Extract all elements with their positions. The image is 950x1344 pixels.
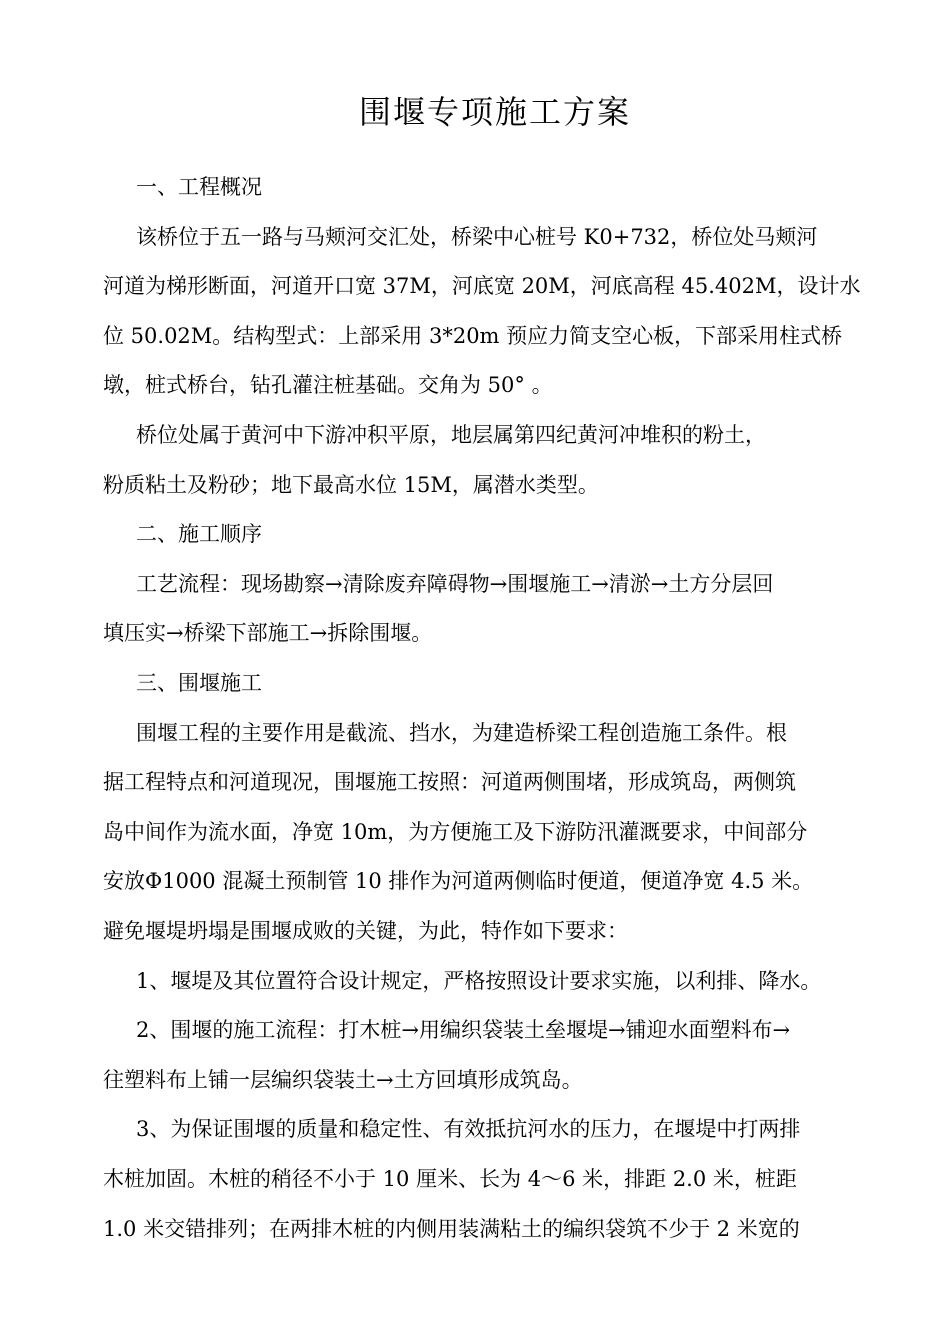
- document-title: 围堰专项施工方案: [358, 93, 631, 131]
- paragraph-line: 避免堰堤坍塌是围堰成败的关键，为此，特作如下要求：: [103, 919, 628, 943]
- section-heading-sequence: 二、施工顺序: [136, 522, 262, 546]
- requirement-item: 2、围堰的施工流程：打木桩→用编织袋装土垒堰堤→铺迎水面塑料布→: [136, 1018, 791, 1042]
- paragraph-line: 墩，桩式桥台，钻孔灌注桩基础。交角为 50° 。: [103, 373, 553, 397]
- paragraph-line: 位 50.02M。结构型式：上部采用 3*20m 预应力简支空心板，下部采用柱式桥: [103, 324, 843, 348]
- paragraph-line: 工艺流程：现场勘察→清除废弃障碍物→围堰施工→清淤→土方分层回: [136, 572, 774, 596]
- requirement-item: 1、堰堤及其位置符合设计规定，严格按照设计要求实施，以利排、降水。: [136, 969, 822, 993]
- paragraph-line: 安放Φ1000 混凝土预制管 10 排作为河道两侧临时便道，便道净宽 4.5 米。: [103, 869, 814, 893]
- paragraph-line: 岛中间作为流水面，净宽 10m，为方便施工及下游防汛灌溉要求，中间部分: [103, 820, 808, 844]
- paragraph-line: 1.0 米交错排列；在两排木桩的内侧用装满粘土的编织袋筑不少于 2 米宽的: [103, 1217, 800, 1241]
- paragraph-line: 粉质粘土及粉砂；地下最高水位 15M，属潜水类型。: [103, 473, 599, 497]
- paragraph-line: 该桥位于五一路与马颊河交汇处，桥梁中心桩号 K0+732，桥位处马颊河: [136, 225, 818, 249]
- paragraph-line: 围堰工程的主要作用是截流、挡水，为建造桥梁工程创造施工条件。根: [136, 721, 787, 745]
- paragraph-line: 据工程特点和河道现况，围堰施工按照：河道两侧围堵，形成筑岛，两侧筑: [103, 770, 796, 794]
- section-heading-cofferdam: 三、围堰施工: [136, 671, 262, 695]
- requirement-item: 3、为保证围堰的质量和稳定性、有效抵抗河水的压力，在堰堤中打两排: [136, 1117, 801, 1141]
- paragraph-line: 填压实→桥梁下部施工→拆除围堰。: [103, 621, 433, 645]
- paragraph-line: 木桩加固。木桩的稍径不小于 10 厘米、长为 4～6 米，排距 2.0 米，桩距: [103, 1167, 797, 1191]
- paragraph-line: 往塑料布上铺一层编织袋装土→土方回填形成筑岛。: [103, 1068, 583, 1092]
- paragraph-line: 河道为梯形断面，河道开口宽 37M，河底宽 20M，河底高程 45.402M，设计水: [103, 274, 861, 298]
- paragraph-line: 桥位处属于黄河中下游冲积平原，地层属第四纪黄河冲堆积的粉土，: [136, 423, 766, 447]
- section-heading-overview: 一、工程概况: [136, 175, 262, 199]
